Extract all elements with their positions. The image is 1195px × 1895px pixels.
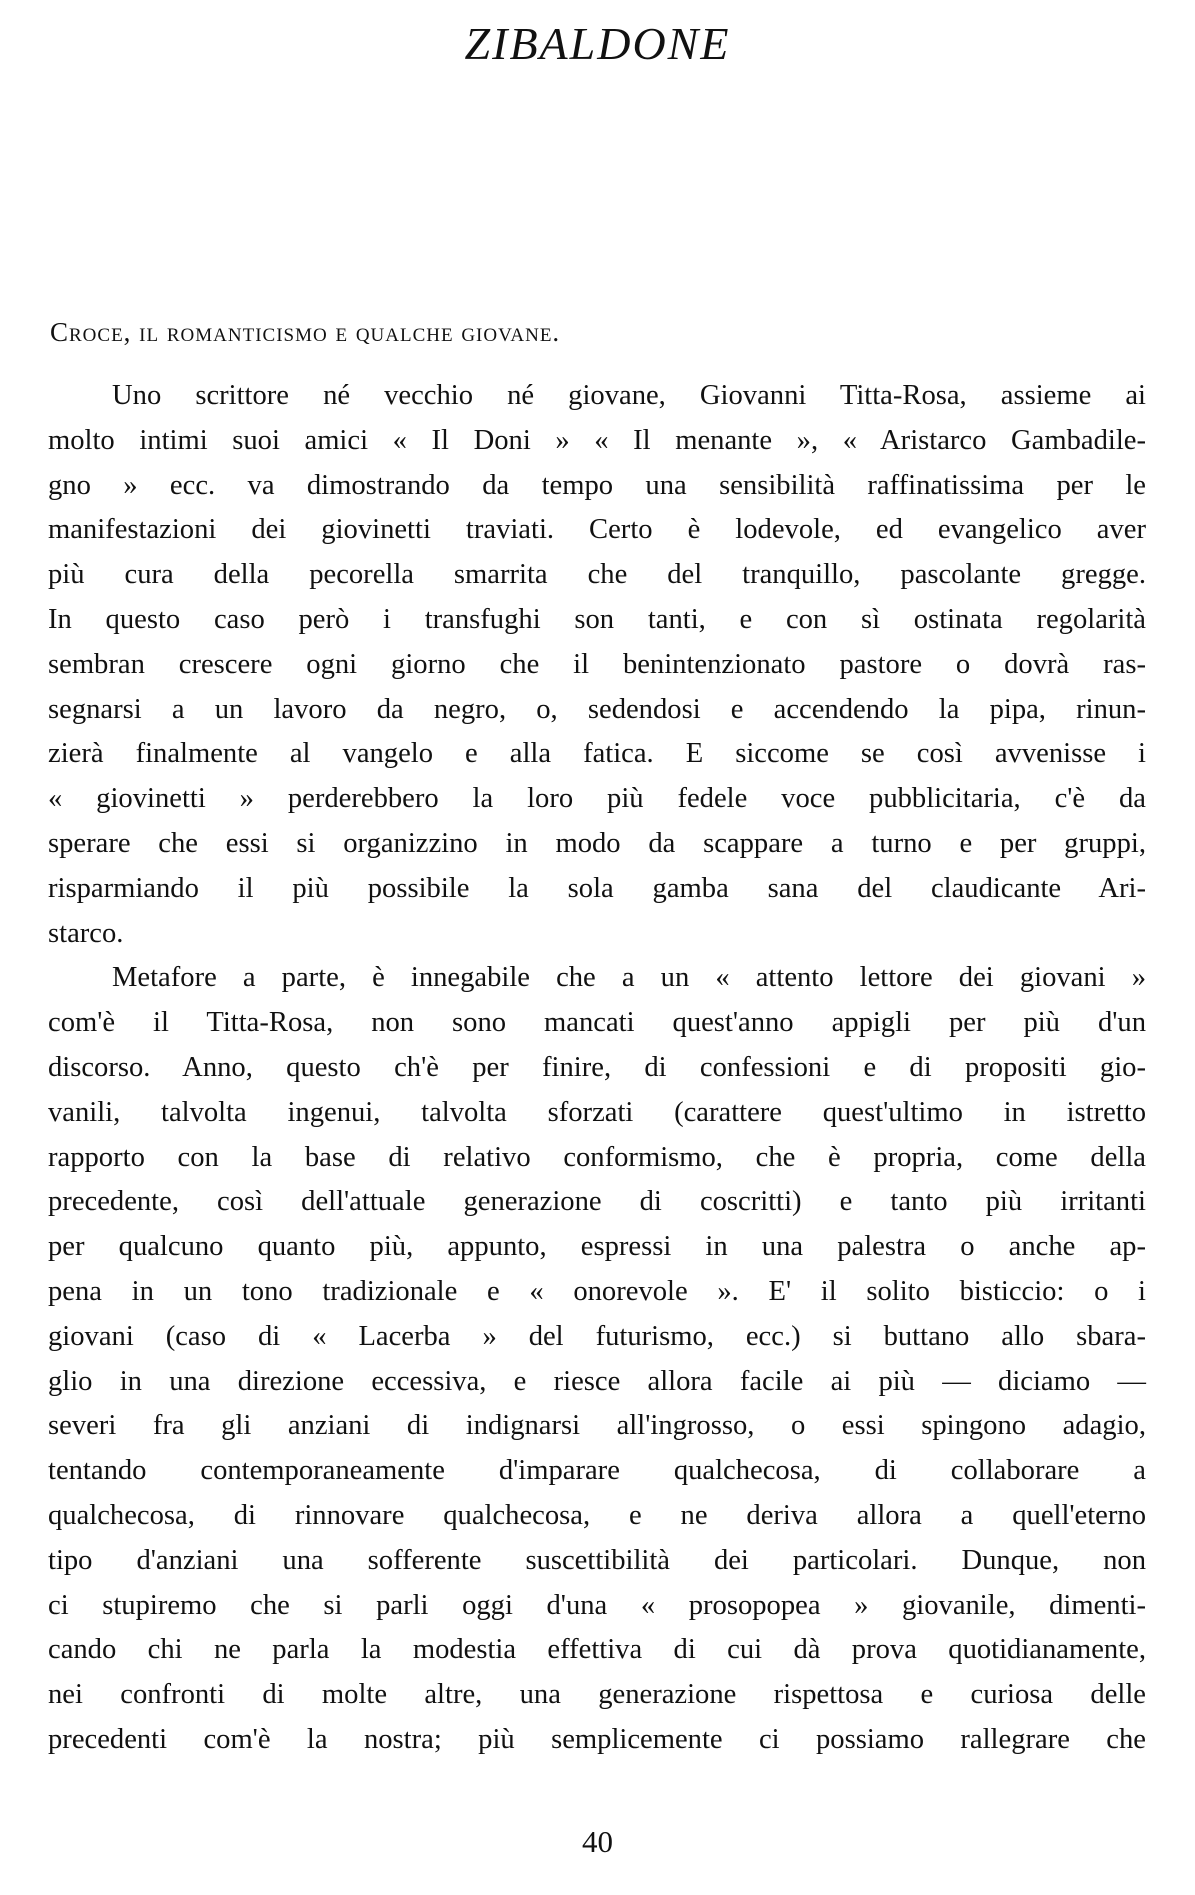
text-line: vanili, talvolta ingenui, talvolta sforzati (carattere quest'ultimo in istretto — [48, 1096, 1146, 1128]
text-line: segnarsi a un lavoro da negro, o, sedendosi e accendendo la pipa, rinun- — [48, 693, 1146, 725]
text-line: precedenti com'è la nostra; più semplicemente ci possiamo rallegrare che — [48, 1723, 1146, 1755]
text-line: precedente, così dell'attuale generazione di coscritti) e tanto più irritanti — [48, 1186, 1146, 1218]
text-line: gno » ecc. va dimostrando da tempo una sensibilità raffinatissima per le — [48, 469, 1146, 501]
text-line: sperare che essi si organizzino in modo da scappare a turno e per gruppi, — [48, 827, 1146, 859]
body-text — [48, 374, 1146, 1763]
text-line: discorso. Anno, questo ch'è per finire, di confessioni e di propositi gio- — [48, 1051, 1146, 1083]
text-line: manifestazioni dei giovinetti traviati. Certo è lodevole, ed evangelico aver — [48, 514, 1146, 546]
text-line: nei confronti di molte altre, una generazione rispettosa e curiosa delle — [48, 1679, 1146, 1711]
text-line: tentando contemporaneamente d'imparare qualchecosa, di collaborare a — [48, 1455, 1146, 1487]
text-line: glio in una direzione eccessiva, e riesce allora facile ai più — diciamo — — [48, 1365, 1146, 1397]
text-line: zierà finalmente al vangelo e alla fatica. E siccome se così avvenisse i — [48, 738, 1146, 770]
text-line: « giovinetti » perderebbero la loro più fedele voce pubblicitaria, c'è da — [48, 783, 1146, 815]
text-line: per qualcuno quanto più, appunto, espressi in una palestra o anche ap- — [48, 1231, 1146, 1263]
text-line: ci stupiremo che si parli oggi d'una « prosopopea » giovanile, dimenti- — [48, 1589, 1146, 1621]
text-line: molto intimi suoi amici « Il Doni » « Il menante », « Aristarco Gambadile- — [48, 424, 1146, 456]
text-line: più cura della pecorella smarrita che del tranquillo, pascolante gregge. — [48, 559, 1146, 591]
text-line: rapporto con la base di relativo conformismo, che è propria, come della — [48, 1141, 1146, 1173]
text-line: tipo d'anziani una sofferente suscettibilità dei particolari. Dunque, non — [48, 1544, 1146, 1576]
text-line: In questo caso però i transfughi son tanti, e con sì ostinata regolarità — [48, 603, 1146, 635]
running-head: ZIBALDONE — [464, 18, 731, 69]
text-line: Uno scrittore né vecchio né giovane, Giovanni Titta-Rosa, assieme ai — [112, 380, 1146, 411]
paragraph-2 — [48, 956, 1146, 1762]
page-number: 40 — [582, 1824, 613, 1859]
text-line: severi fra gli anziani di indignarsi all'ingrosso, o essi spingono adagio, — [48, 1410, 1146, 1442]
text-line: com'è il Titta-Rosa, non sono mancati quest'anno appigli per più d'un — [48, 1007, 1146, 1039]
text-line: sembran crescere ogni giorno che il benintenzionato pastore o dovrà ras- — [48, 648, 1146, 680]
section-title: Croce, il romanticismo e qualche giovane. — [50, 317, 561, 347]
text-line: cando chi ne parla la modestia effettiva di cui dà prova quotidianamente, — [48, 1634, 1146, 1666]
text-line: starco. — [48, 917, 124, 949]
text-line: Metafore a parte, è innegabile che a un « attento lettore dei giovani » — [112, 962, 1146, 994]
paragraph-1 — [48, 374, 1146, 956]
text-line: qualchecosa, di rinnovare qualchecosa, e ne deriva allora a quell'eterno — [48, 1499, 1146, 1531]
text-line: giovani (caso di « Lacerba » del futurismo, ecc.) si buttano allo sbara- — [48, 1320, 1146, 1352]
text-line: risparmiando il più possibile la sola gamba sana del claudicante Ari- — [48, 872, 1146, 904]
text-line: pena in un tono tradizionale e « onorevole ». E' il solito bisticcio: o i — [48, 1275, 1146, 1307]
